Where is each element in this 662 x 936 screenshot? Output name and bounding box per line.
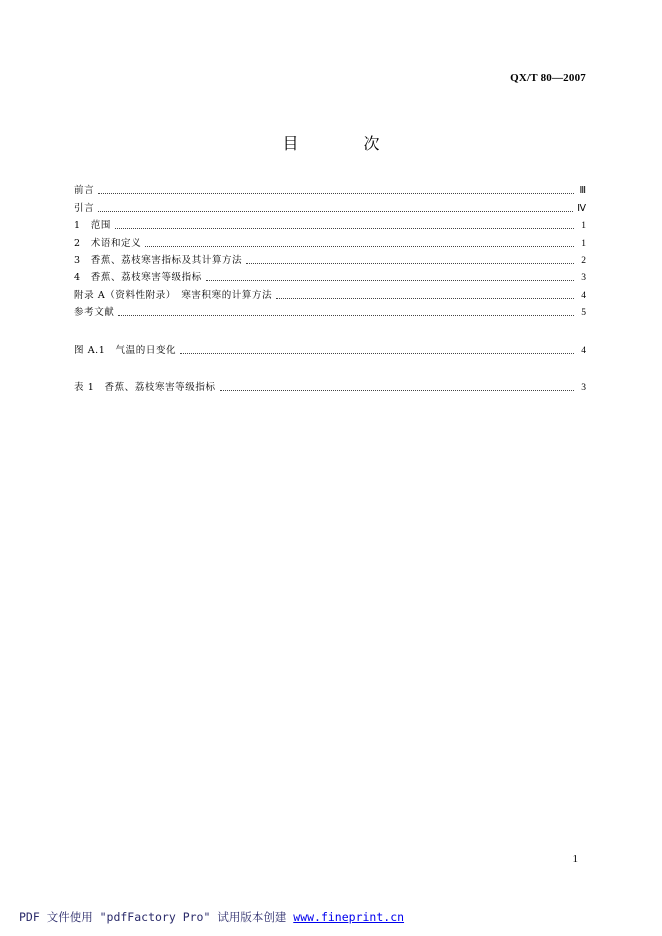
toc-entry-figure-a1[interactable] xyxy=(74,339,586,356)
standard-code: QX/T 80—2007 xyxy=(510,72,586,84)
dot-leader xyxy=(145,246,574,247)
page-number: 1 xyxy=(572,853,578,865)
toc-entry-table-1[interactable] xyxy=(74,377,586,394)
toc-entry-page: 3 xyxy=(581,382,586,393)
toc-entry-label: 2 术语和定义 xyxy=(74,237,142,249)
toc-entry-page: Ⅲ xyxy=(579,186,586,197)
dot-leader xyxy=(115,228,574,229)
toc-entry-label: 引言 xyxy=(74,202,95,214)
toc-entry-label: 附录 A（资料性附录） 寒害积寒的计算方法 xyxy=(74,289,273,301)
toc-entry-page: 1 xyxy=(581,221,586,232)
toc-entry-label: 3 香蕉、荔枝寒害指标及其计算方法 xyxy=(74,254,243,266)
toc-entry-page: 4 xyxy=(581,290,586,301)
footer-text: PDF 文件使用 "pdfFactory Pro" 试用版本创建 xyxy=(19,910,287,924)
toc-entry-label: 图 A.1 气温的日变化 xyxy=(74,344,177,356)
toc-spacer xyxy=(74,319,586,339)
dot-leader xyxy=(206,280,574,281)
footer-link[interactable]: www.fineprint.cn xyxy=(293,910,405,924)
toc-entry-appendix-a[interactable] xyxy=(74,284,586,301)
pdf-footer xyxy=(19,909,404,925)
toc-entry-grade-indicators[interactable] xyxy=(74,267,586,284)
toc-entry-page: Ⅳ xyxy=(577,203,586,214)
toc-entry-label: 表 1 香蕉、荔枝寒害等级指标 xyxy=(74,381,216,393)
toc-entry-page: 2 xyxy=(581,255,586,266)
dot-leader xyxy=(246,263,574,264)
toc-entry-page: 1 xyxy=(581,238,586,249)
toc-entry-page: 3 xyxy=(581,273,586,284)
toc-entry-label: 前言 xyxy=(74,185,95,197)
toc-entry-label: 4 香蕉、荔枝寒害等级指标 xyxy=(74,272,202,284)
toc-entry-foreword[interactable] xyxy=(74,180,586,197)
dot-leader xyxy=(98,193,574,194)
toc-title: 目 次 xyxy=(282,134,410,153)
dot-leader xyxy=(98,211,573,212)
dot-leader xyxy=(118,315,574,316)
toc-entry-page: 5 xyxy=(581,308,586,319)
dot-leader xyxy=(180,353,574,354)
toc-entry-label: 1 范围 xyxy=(74,220,111,232)
toc-entry-label: 参考文献 xyxy=(74,307,115,319)
table-of-contents xyxy=(74,180,586,394)
toc-entry-scope[interactable] xyxy=(74,215,586,232)
toc-entry-indicators[interactable] xyxy=(74,250,586,267)
dot-leader xyxy=(220,390,574,391)
toc-entry-introduction[interactable] xyxy=(74,197,586,214)
toc-entry-page: 4 xyxy=(581,345,586,356)
toc-spacer xyxy=(74,357,586,377)
toc-entry-references[interactable] xyxy=(74,302,586,319)
dot-leader xyxy=(276,298,574,299)
toc-entry-terms[interactable] xyxy=(74,232,586,249)
